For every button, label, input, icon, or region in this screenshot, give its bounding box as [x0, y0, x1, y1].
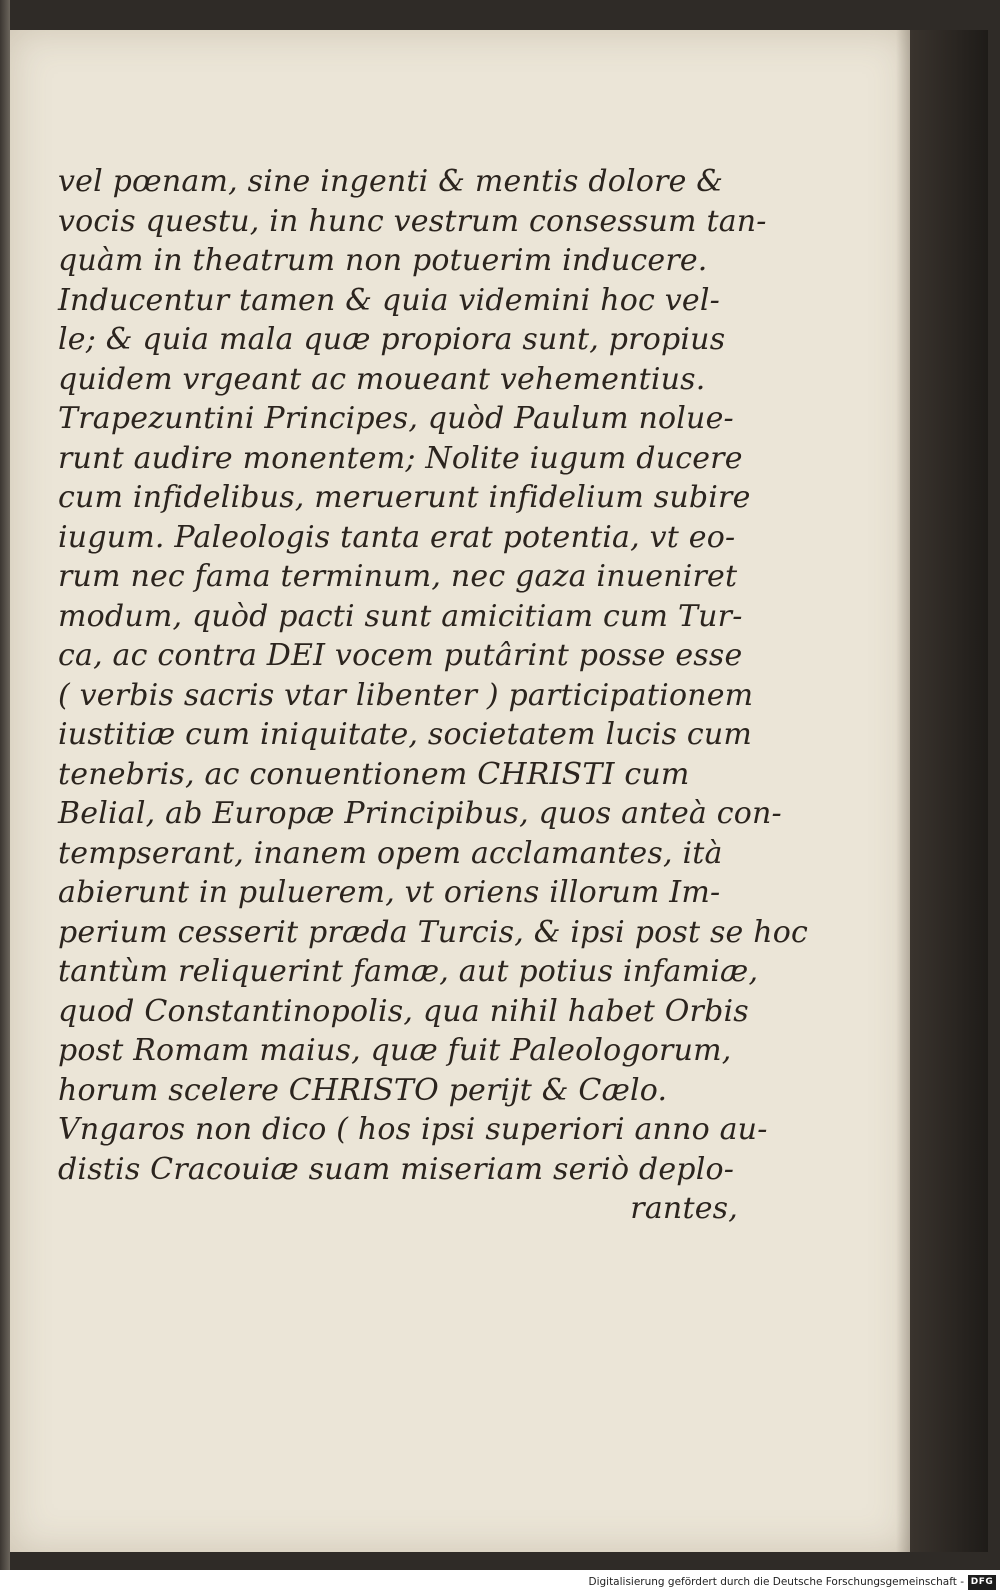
text-line: horum scelere CHRISTO perijt & Cælo. [58, 1072, 668, 1108]
book-page [10, 30, 910, 1552]
text-line: Inducentur tamen & quia videmini hoc vel- [58, 282, 720, 318]
text-line: tenebris, ac conuentionem CHRISTI cum [58, 756, 690, 792]
text-line: tempserant, inanem opem acclamantes, ità [58, 835, 723, 871]
book-binding-edge [910, 30, 988, 1552]
text-line: tantùm reliquerint famæ, aut potius infamiæ, [58, 954, 759, 989]
text-line: Vngaros non dico ( hos ipsi superiori anno au- [58, 1112, 768, 1147]
text-line: post Romam maius, quæ fuit Paleologorum, [58, 1033, 732, 1068]
page-text [58, 162, 809, 1229]
digitization-credit: Digitalisierung gefördert durch die Deutsche Forschungsgemeinschaft - [588, 1576, 964, 1588]
text-line: vocis questu, in hunc vestrum consessum tan- [58, 203, 767, 239]
text-line: modum, quòd pacti sunt amicitiam cum Tur- [58, 598, 743, 634]
text-line: iustitiæ cum iniquitate, societatem lucis cum [58, 717, 753, 752]
text-line: rum nec fama terminum, nec gaza inueniret [58, 559, 738, 594]
text-line: abierunt in puluerem, vt oriens illorum Im- [58, 875, 721, 910]
catchword: rantes, [630, 1191, 738, 1226]
text-line: quàm in theatrum non potuerim inducere. [58, 243, 708, 278]
text-line: cum infidelibus, meruerunt infidelium subire [58, 480, 751, 515]
text-line: le; & quia mala quæ propiora sunt, propius [58, 322, 726, 357]
text-line: ca, ac contra DEI vocem putârint posse esse [58, 638, 743, 673]
text-line: quod Constantinopolis, qua nihil habet Orbis [58, 993, 749, 1029]
text-line: iugum. Paleologis tanta erat potentia, vt eo- [58, 519, 736, 555]
text-line: perium cesserit præda Turcis, & ipsi post se hoc [58, 914, 809, 950]
book-left-edge [0, 0, 10, 1570]
footer-bar [0, 1570, 1000, 1595]
text-line: quidem vrgeant ac moueant vehementius. [58, 361, 706, 397]
text-line: vel pœnam, sine ingenti & mentis dolore & [58, 164, 724, 199]
text-line: Belial, ab Europæ Principibus, quos anteà con- [58, 796, 782, 831]
text-line: Trapezuntini Principes, quòd Paulum nolue- [58, 401, 734, 436]
dfg-logo: DFG [968, 1575, 996, 1590]
text-line: ( verbis sacris vtar libenter ) participationem [58, 677, 754, 713]
text-line: runt audire monentem; Nolite iugum ducere [58, 440, 743, 476]
text-line: distis Cracouiæ suam miseriam seriò deplo- [58, 1151, 735, 1187]
